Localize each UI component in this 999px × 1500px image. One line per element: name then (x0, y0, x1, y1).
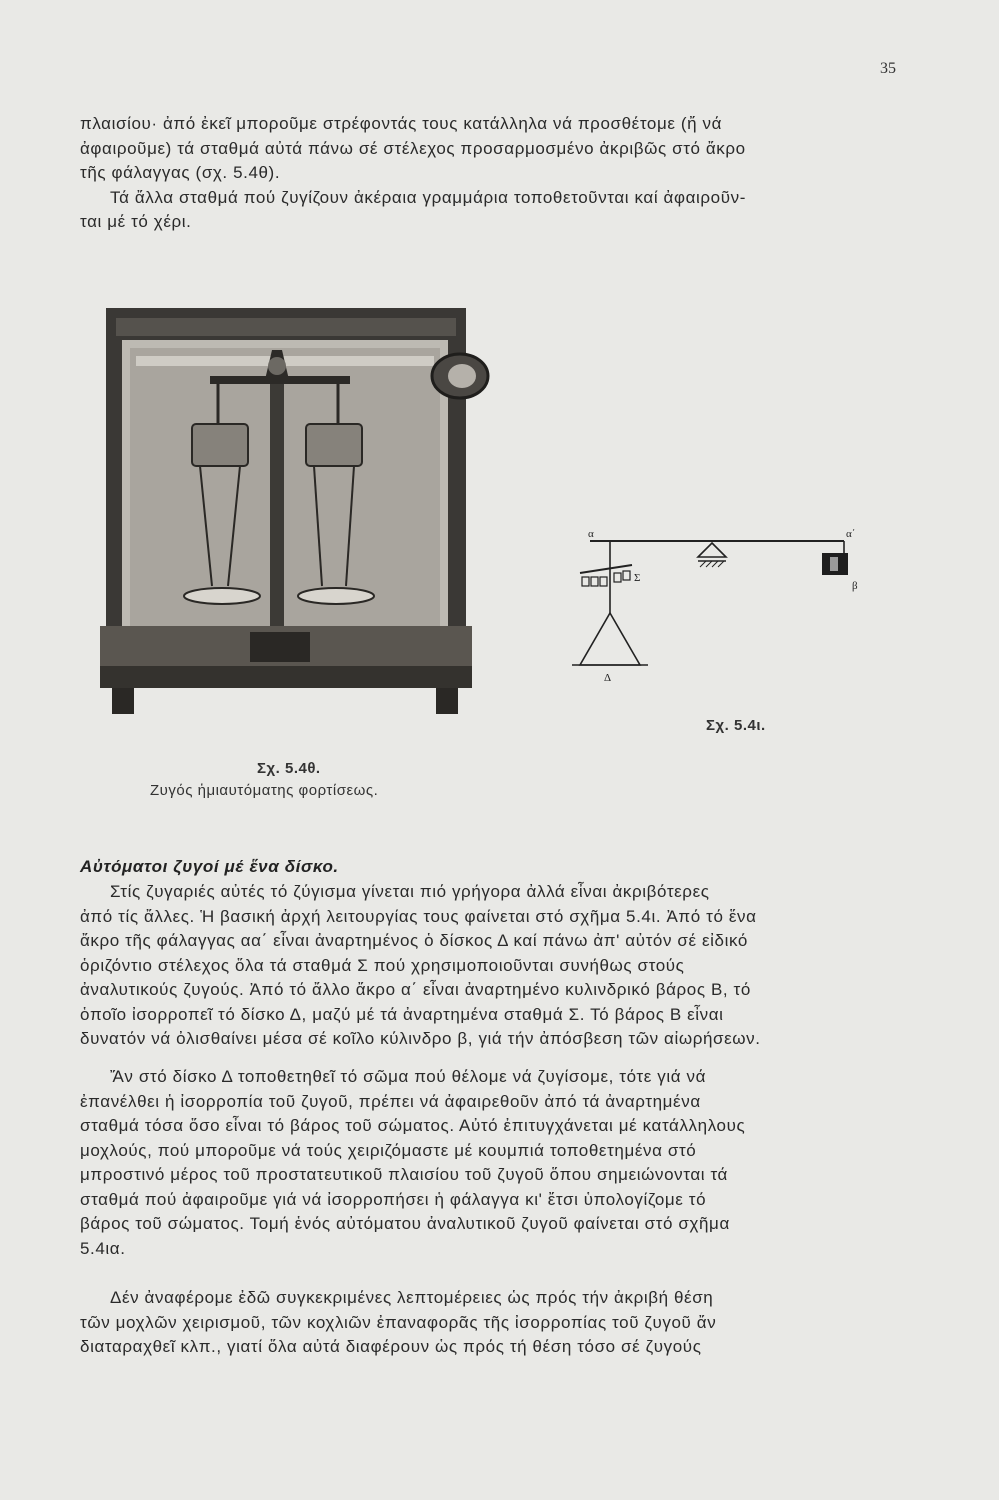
text-line: δυνατόν νά ὀλισθαίνει μέσα σέ κοῖλο κύλινδρο β, γιά τήν ἀπόσβεση τῶν αἰωρήσεων. (80, 1029, 761, 1048)
text-line: βάρος τοῦ σώματος. Τομή ἑνός αὐτόματου ἀναλυτικοῦ ζυγοῦ φαίνεται στό σχῆμα (80, 1214, 730, 1233)
text-line: μοχλούς, πού μποροῦμε νά τούς χειριζόμαστε μέ κουμπιά τοποθετημένα στό (80, 1140, 697, 1160)
text-line: Δέν ἀναφέρομε ἐδῶ συγκεκριμένες λεπτομέρειες ὡς πρός τήν ἀκριβή θέση (110, 1288, 714, 1307)
text-line: μπροστινό μέρος τοῦ προστατευτικοῦ πλαισίου τοῦ ζυγοῦ ὅπου σημειώνονται τά (80, 1165, 728, 1184)
text-line: 5.4ια. (80, 1238, 126, 1258)
text-line: ἀπό τίς ἄλλες. Ἡ βασική ἀρχή λειτουργίας τους φαίνεται στό σχῆμα 5.4ι. Ἀπό τό ἕνα (80, 906, 757, 926)
text-line: σταθμά πού ἀφαιροῦμε γιά νά ἰσορροπήσει ἡ φάλαγγα κι' ἔτσι ὑπολογίζομε τό (80, 1189, 707, 1209)
text-line: ἄκρο τῆς φάλαγγας αα΄ εἶναι ἀναρτημένος ὁ δίσκος Δ καί πάνω ἀπ' αὐτόν σέ εἰδικό (80, 931, 748, 950)
text-line: Ἄν στό δίσκο Δ τοποθετηθεῖ τό σῶμα πού θέλομε νά ζυγίσομε, τότε γιά νά (110, 1067, 706, 1086)
text-line: Στίς ζυγαριές αὐτές τό ζύγισμα γίνεται πιό γρήγορα ἀλλά εἶναι ἀκριβότερες (110, 882, 710, 901)
text-line: ἀναλυτικούς ζυγούς. Ἀπό τό ἄλλο ἄκρο α΄ εἶναι ἀναρτημένο κυλινδρικό βάρος Β, τό (80, 980, 751, 999)
text-line: διαταραχθεῖ κλπ., γιατί ὅλα αὐτά διαφέρουν ὡς πρός τή θέση τόσο σέ ζυγούς (80, 1337, 702, 1356)
figure-number-diagram: Σχ. 5.4ι. (706, 717, 766, 734)
label-sigma: Σ (634, 572, 641, 584)
section-heading: Αὐτόματοι ζυγοί μέ ἕνα δίσκο. (80, 857, 339, 876)
text-line: τῆς φάλαγγας (σχ. 5.4θ). (80, 163, 281, 182)
intro-paragraph (80, 112, 898, 235)
text-line: ἐπανέλθει ἡ ἰσορροπία τοῦ ζυγοῦ, πρέπει νά ἀφαιρεθοῦν ἀπό τά ἀναρτημένα (80, 1091, 701, 1111)
balance-principle-diagram (560, 525, 890, 695)
balance-photo (100, 296, 500, 720)
text-line: σταθμά τόσα ὅσο εἶναι τό βάρος τοῦ σώματος. Αὐτό ἐπιτυγχάνεται μέ κατάλληλους (80, 1116, 746, 1135)
label-beta: β (852, 580, 858, 592)
label-a: α (588, 528, 594, 540)
label-delta: Δ (604, 672, 612, 684)
text-line: ὁποῖο ἰσορροπεῖ τό δίσκο Δ, μαζύ μέ τά ἀναρτημένα σταθμά Σ. Τό βάρος Β εἶναι (80, 1004, 724, 1024)
figure-caption-photo: Ζυγός ἡμιαυτόματης φορτίσεως. (150, 782, 379, 799)
text-line: ται μέ τό χέρι. (80, 212, 192, 231)
section-paragraph-1 (80, 880, 898, 1052)
section-paragraph-3 (80, 1286, 898, 1360)
text-line: πλαισίου· ἀπό ἐκεῖ μποροῦμε στρέφοντάς τους κατάλληλα νά προσθέτομε (ἤ νά (80, 114, 723, 133)
section-paragraph-2 (80, 1065, 898, 1261)
text-line: τῶν μοχλῶν χειρισμοῦ, τῶν κοχλιῶν ἐπαναφορᾶς τῆς ἰσορροπίας τοῦ ζυγοῦ ἄν (80, 1312, 717, 1332)
text-line: ἀφαιροῦμε) τά σταθμά αὐτά πάνω σέ στέλεχος προσαρμοσμένο ἀκριβῶς στό ἄκρο (80, 138, 746, 158)
text-line: Τά ἄλλα σταθμά πού ζυγίζουν ἀκέραια γραμμάρια τοποθετοῦνται καί ἀφαιροῦν- (110, 187, 746, 207)
page-number: 35 (880, 60, 896, 77)
text-line: ὁριζόντιο στέλεχος ὅλα τά σταθμά Σ πού χρησιμοποιοῦνται συνήθως στούς (80, 955, 685, 975)
figure-number-photo: Σχ. 5.4θ. (257, 760, 321, 777)
label-a-prime: α΄ (846, 528, 856, 540)
